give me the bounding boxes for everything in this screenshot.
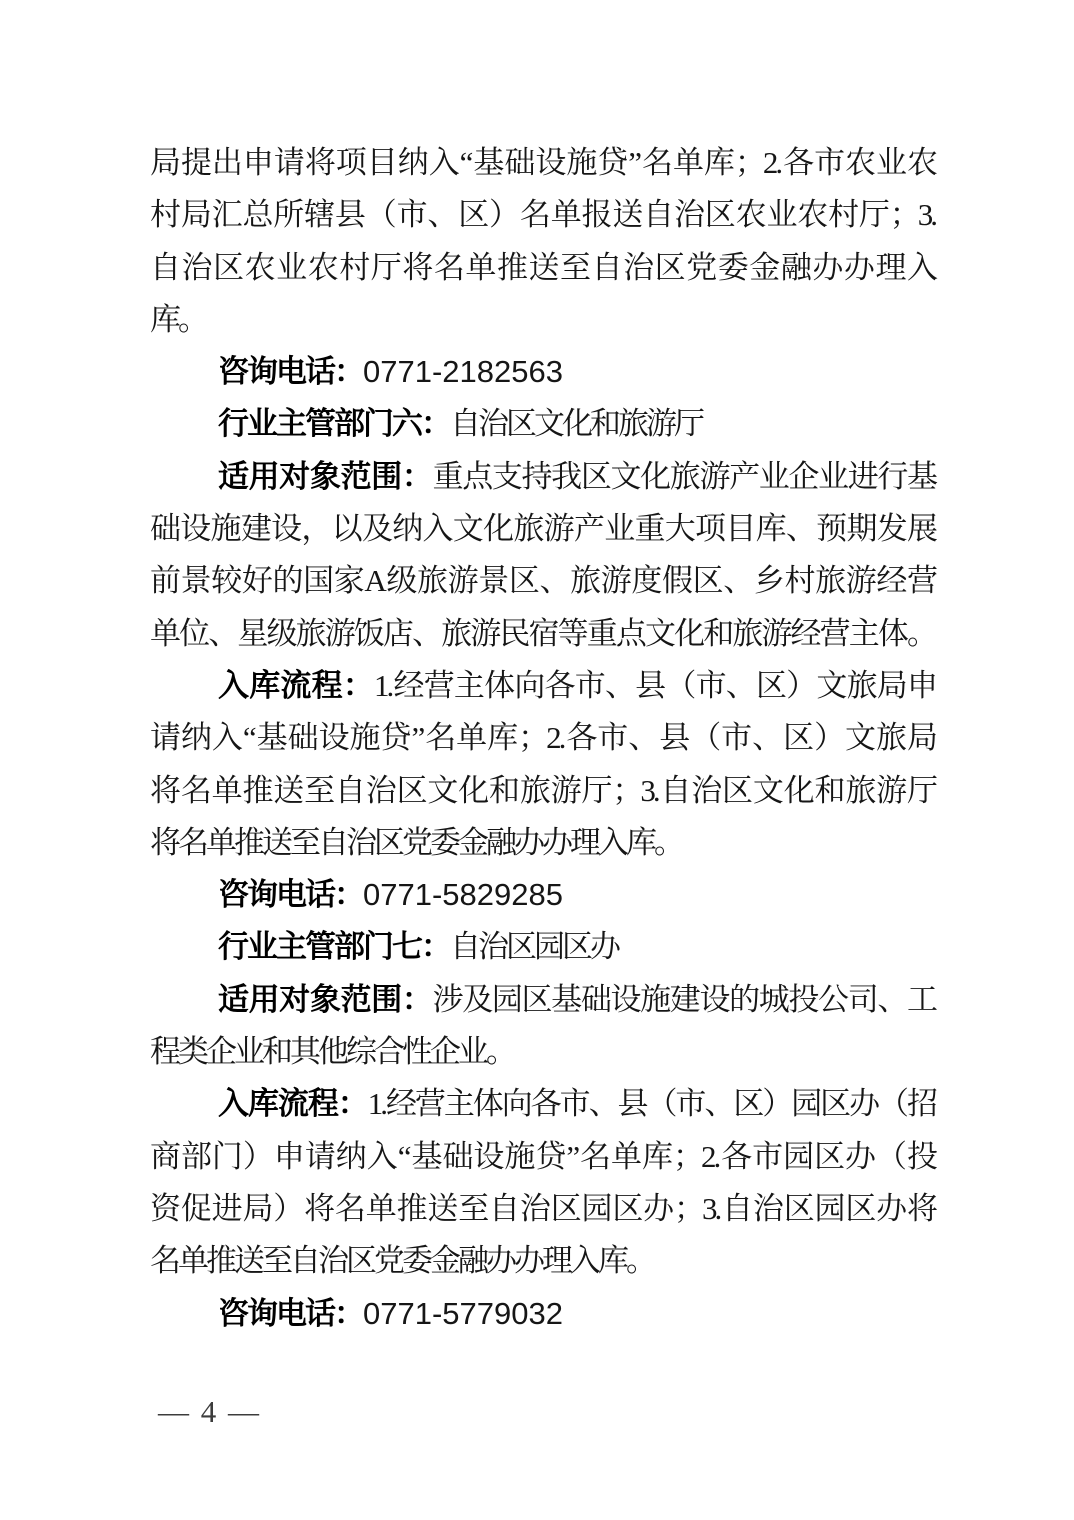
body-text: 自治区农业农村厅将名单推送至自治区党委金融办办理入 [150,249,935,285]
body-text: 库。 [150,301,206,337]
text-line [150,555,935,607]
body-text: 资促进局）将名单推送至自治区园区办；3.自治区园区办将 [150,1190,935,1226]
page-number: — 4 — [158,1394,261,1429]
text-line [150,242,935,294]
text-line [150,1026,935,1078]
body-text: 前景较好的国家A级旅游景区、旅游度假区、乡村旅游经营 [150,563,935,599]
body-text: 请纳入“基础设施贷”名单库；2.各市、县（市、区）文旅局 [150,720,935,756]
phone-number: 0771-2182563 [363,354,563,390]
body-text: 础设施建设，以及纳入文化旅游产业重大项目库、预期发展 [150,511,935,547]
text-line [150,712,935,764]
body-text: 1.经营主体向各市、县（市、区）文旅局申 [374,667,936,703]
text-line [150,137,935,189]
text-line [150,1288,935,1340]
text-line [150,608,935,660]
text-line [150,398,935,450]
section-label: 行业主管部门六： [218,406,450,442]
body-text: 自治区文化和旅游厅 [450,406,702,442]
section-label: 咨询电话： [218,1295,363,1331]
text-line [150,1235,935,1287]
body-text: 单位、星级旅游饭店、旅游民宿等重点文化和旅游经营主体。 [150,615,935,651]
text-line [150,346,935,398]
phone-number: 0771-5829285 [363,877,563,913]
section-label: 咨询电话： [218,354,363,390]
text-line [150,817,935,869]
text-line [150,974,935,1026]
body-text: 程类企业和其他综合性企业。 [150,1034,514,1070]
section-label: 入库流程： [218,1086,368,1122]
text-line [150,503,935,555]
text-line [150,294,935,346]
body-text: 村局汇总所辖县（市、区）名单报送自治区农业农村厅；3. [150,197,935,233]
phone-number: 0771-5779032 [363,1295,563,1331]
body-text: 局提出申请将项目纳入“基础设施贷”名单库；2.各市农业农 [150,145,935,180]
text-line [150,660,935,712]
section-label: 适用对象范围： [218,458,433,494]
text-line [150,1131,935,1183]
section-label: 入库流程： [218,667,375,703]
text-line [150,921,935,973]
text-line [150,869,935,921]
text-line [150,1078,935,1130]
text-line [150,1183,935,1235]
body-text: 自治区园区办 [450,929,618,965]
body-text: 商部门）申请纳入“基础设施贷”名单库；2.各市园区办（投 [150,1138,935,1174]
document-lines [150,137,935,1340]
body-text: 将名单推送至自治区党委金融办办理入库。 [150,824,682,860]
section-label: 适用对象范围： [218,981,433,1017]
text-line [150,765,935,817]
body-text: 名单推送至自治区党委金融办办理入库。 [150,1243,654,1279]
section-label: 咨询电话： [218,877,363,913]
text-line [150,189,935,241]
body-text: 1.经营主体向各市、县（市、区）园区办（招 [367,1086,936,1122]
section-label: 行业主管部门七： [218,929,450,965]
body-text: 重点支持我区文化旅游产业企业进行基 [432,458,936,494]
body-text: 将名单推送至自治区文化和旅游厅；3.自治区文化和旅游厅 [150,772,935,808]
body-text: 涉及园区基础设施建设的城投公司、工 [432,981,936,1017]
text-line [150,451,935,503]
